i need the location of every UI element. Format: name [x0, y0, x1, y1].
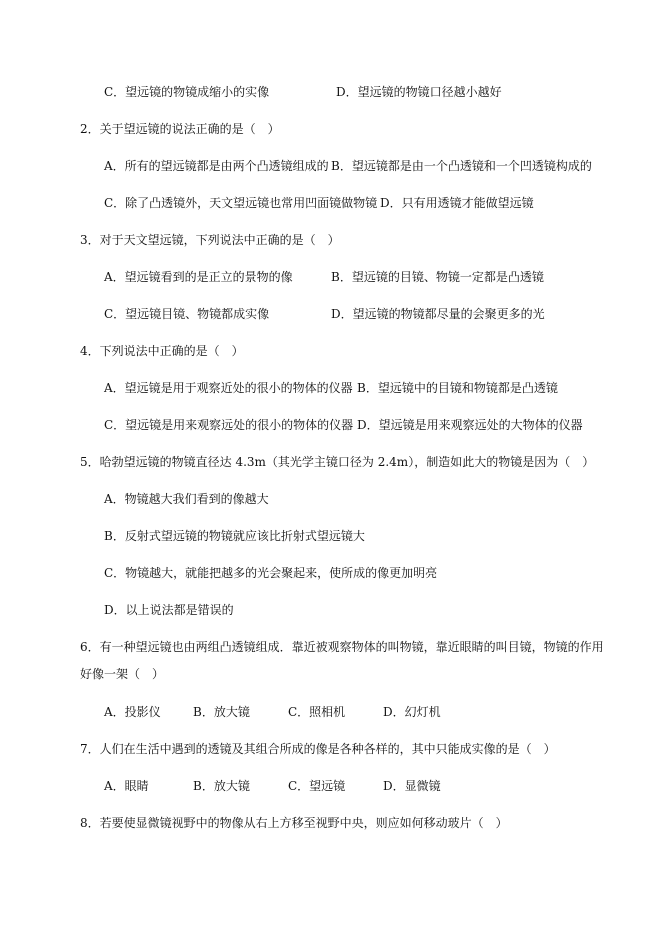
q7-option-c: C．望远镜: [288, 779, 346, 793]
q7-option-b: B．放大镜: [193, 779, 250, 793]
q7-option-a: A．眼睛: [104, 779, 149, 793]
q4-option-d: D．望远镜是用来观察远处的大物体的仪器: [357, 418, 583, 432]
q6-option-d: D．幻灯机: [383, 705, 441, 719]
q7-option-d: D．显微镜: [383, 779, 441, 793]
q2-option-b: B．望远镜都是由一个凸透镜和一个凹透镜构成的: [331, 159, 592, 173]
q4-option-a: A．望远镜是用于观察近处的很小的物体的仪器: [104, 381, 353, 395]
q6-option-c: C．照相机: [288, 705, 346, 719]
q4-option-b: B．望远镜中的目镜和物镜都是凸透镜: [357, 381, 558, 395]
option-c: C．望远镜的物镜成缩小的实像: [104, 85, 270, 99]
q3-option-a: A．望远镜看到的是正立的景物的像: [104, 270, 293, 284]
question-6-stem-line2: 好像一架（ ）: [80, 667, 165, 681]
q3-option-c: C．望远镜目镜、物镜都成实像: [104, 307, 270, 321]
question-5-stem: 5．哈勃望远镜的物镜直径达 4.3m（其光学主镜口径为 2.4m），制造如此大的物镜是因为（ ）: [80, 455, 595, 469]
question-6-stem-line1: 6．有一种望远镜也由两组凸透镜组成．靠近被观察物体的叫物镜，靠近眼睛的叫目镜，物镜的作用: [80, 640, 604, 654]
q4-option-c: C．望远镜是用来观察远处的很小的物体的仪器: [104, 418, 354, 432]
q5-option-a: A．物镜越大我们看到的像越大: [104, 492, 269, 506]
question-7-stem: 7．人们在生活中遇到的透镜及其组合所成的像是各种各样的，其中只能成实像的是（ ）: [80, 742, 556, 756]
q2-option-c: C．除了凸透镜外，天文望远镜也常用凹面镜做物镜: [104, 196, 378, 210]
q5-option-c: C．物镜越大，就能把越多的光会聚起来，使所成的像更加明亮: [104, 566, 438, 580]
q6-option-b: B．放大镜: [193, 705, 250, 719]
q2-option-a: A．所有的望远镜都是由两个凸透镜组成的: [104, 159, 329, 173]
question-3-stem: 3．对于天文望远镜，下列说法中正确的是（ ）: [80, 233, 340, 247]
question-4-stem: 4．下列说法中正确的是（ ）: [80, 344, 244, 358]
q3-option-d: D．望远镜的物镜都尽量的会聚更多的光: [331, 307, 545, 321]
q6-option-a: A．投影仪: [104, 705, 161, 719]
q5-option-d: D．以上说法都是错误的: [104, 603, 234, 617]
q5-option-b: B．反射式望远镜的物镜就应该比折射式望远镜大: [104, 529, 365, 543]
q2-option-d: D．只有用透镜才能做望远镜: [380, 196, 534, 210]
option-d: D．望远镜的物镜口径越小越好: [336, 85, 502, 99]
q3-option-b: B．望远镜的目镜、物镜一定都是凸透镜: [331, 270, 544, 284]
question-8-stem: 8．若要使显微镜视野中的物像从右上方移至视野中央，则应如何移动玻片（ ）: [80, 816, 508, 830]
question-2-stem: 2．关于望远镜的说法正确的是（ ）: [80, 122, 280, 136]
